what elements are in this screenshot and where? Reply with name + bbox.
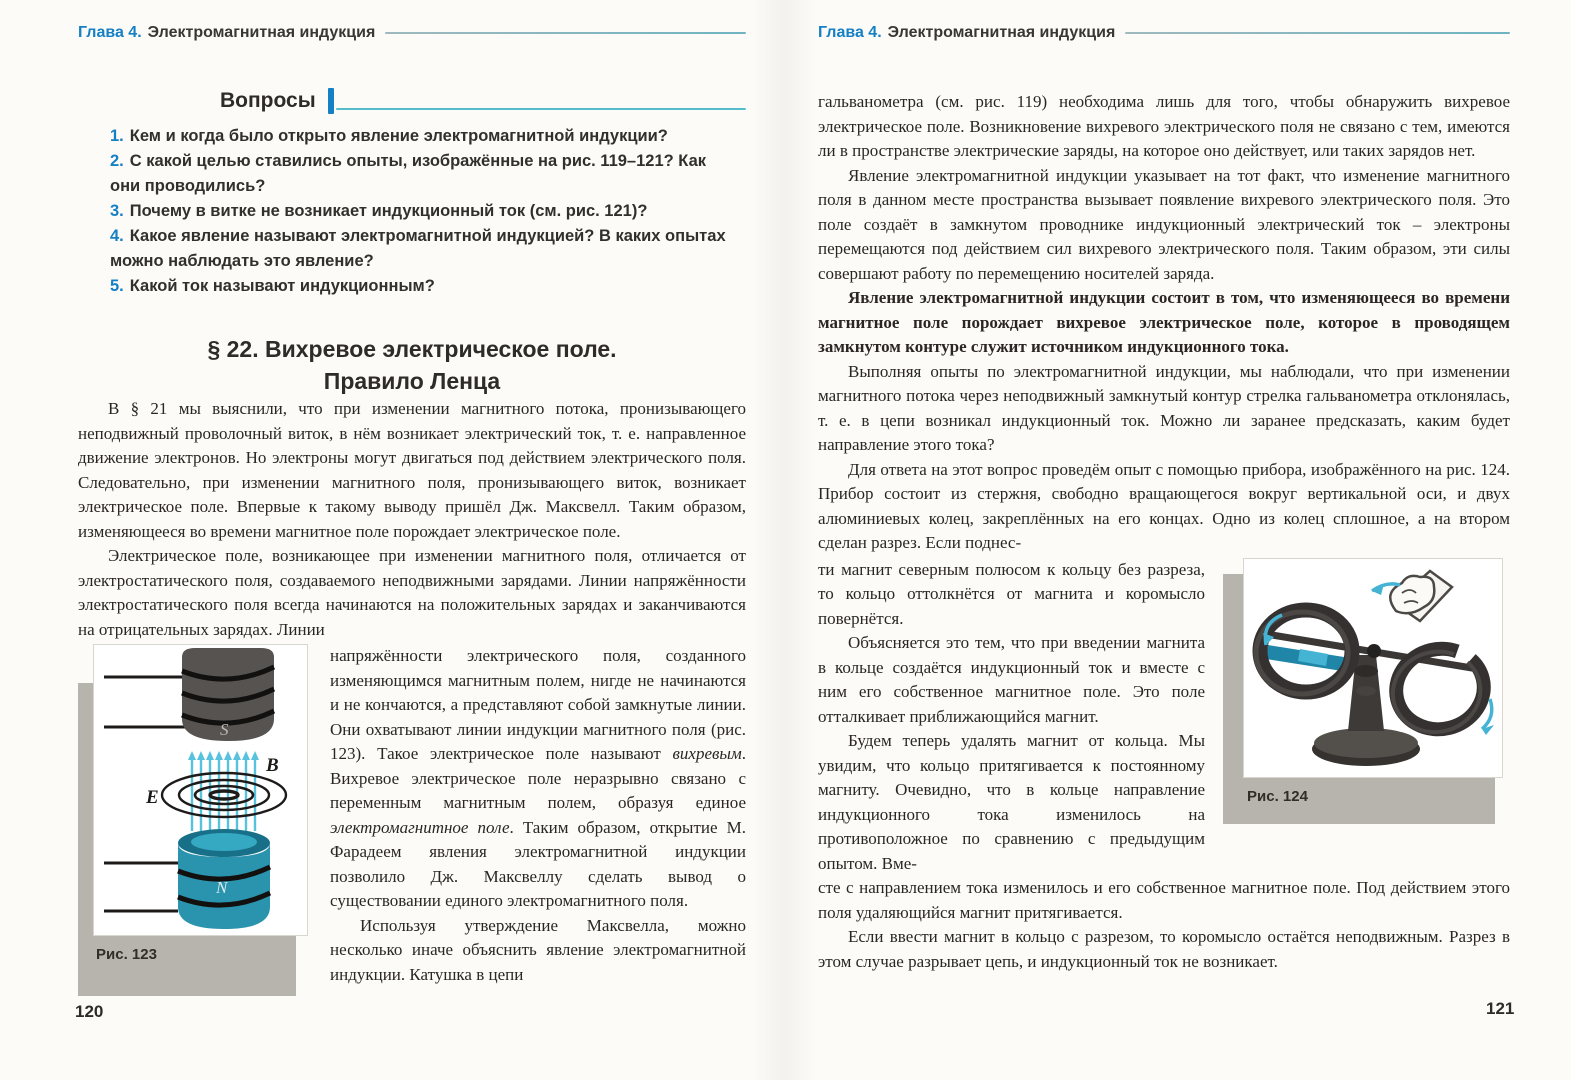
- paragraph: сте с направлением тока изменилось и его собственное магнитное поле. Под действием этого поля удаляющийся магнит притягивается.: [818, 878, 1510, 922]
- figure-124-column: [1223, 558, 1510, 877]
- book-gutter-shading: [752, 0, 816, 1080]
- figure-124-caption: Рис. 124: [1247, 787, 1308, 805]
- paragraph: Будем теперь удалять магнит от кольца. Мы увидим, что кольцо притягивается к постоянному магниту. Очевидно, что в кольце направление индукционного тока изменилось на противоположное по сравнению с предыдущим опытом. Вме-: [818, 731, 1205, 873]
- section-title-line2: Правило Ленца: [323, 368, 501, 394]
- vector-e-label: E⃗: [146, 787, 174, 808]
- right-running-header: [818, 22, 1510, 44]
- figure-124-panel: [1243, 558, 1503, 778]
- page-number-right: 121: [1486, 999, 1515, 1018]
- questions-heading-row: [78, 88, 746, 114]
- left-wrap-text-column: [330, 644, 746, 996]
- paragraph: Для ответа на этот вопрос проведём опыт с помощью прибора, изображённого на рис. 124. Прибор состоит из стержня, свободно вращающегося вокруг вертикальной оси, и двух алюминиевых колец, закреплённых на его концах. Одно из колец сплошное, а на втором сделан разрез. Если поднес-: [818, 459, 1510, 552]
- paragraph: Явление электромагнитной индукции указывает на тот факт, что изменение магнитного поля в данном месте пространства вызывает появление вихревого электрического поля. Это поле создаёт в замкнутом проводнике индукционный электрический ток – электроны перемещаются под действием сил вихревого электрического поля. Таким образом, эти силы совершают работу по перемещению носителей заряда.: [818, 165, 1510, 283]
- paragraph: Объясняется это тем, что при введении магнита в кольце создаётся индукционный ток и вместе с ним его собственное магнитное поле. Это поле отталкивает приближающийся магнит.: [818, 633, 1205, 726]
- chapter-number: Глава 4.: [78, 24, 142, 41]
- question-text: Какой ток называют индукционным?: [129, 277, 435, 295]
- right-wrap-region: [818, 558, 1510, 877]
- question-item: [110, 149, 740, 199]
- svg-text:S: S: [220, 720, 229, 739]
- question-number: 4.: [110, 227, 124, 245]
- text-run: . Вихревое электрическое поле неразрывно связано с переменным магнитным полем, образуя единое: [330, 744, 746, 812]
- question-item: [110, 124, 740, 149]
- paragraph: В § 21 мы выяснили, что при изменении магнитного потока, пронизывающего неподвижный проволочный виток, в нём возникает электрический ток, т. е. направленное движение электронов. Но электроны могут двигаться под действием электрического поля. Следовательно, при изменении магнитного поля, пронизывающего виток, возникает электрическое поле. Впервые к такому выводу пришёл Дж. Максвелл. Таким образом, изменяющееся во времени магнитное поле порождает электрическое поле.: [78, 399, 746, 541]
- left-body-text: [78, 397, 746, 996]
- figure-123: [78, 644, 312, 996]
- figure-123-caption: Рис. 123: [96, 946, 157, 963]
- questions-accent-bar: [328, 88, 334, 114]
- question-item: [110, 274, 740, 299]
- chapter-title: Электромагнитная индукция: [147, 24, 376, 41]
- figure-123-column: [78, 644, 330, 996]
- question-number: 1.: [110, 127, 124, 145]
- vector-b-label: B⃗: [266, 755, 294, 776]
- section-number: § 22.: [207, 336, 259, 362]
- paragraph: Если ввести магнит в кольцо с разрезом, то коромысло остаётся неподвижным. Разрез в этом случае разрывает цепь, и индукционный ток не возникает.: [818, 927, 1510, 971]
- text-run: напряжённости электрического поля, созданного изменяющимся магнитным полем, нигде не начинаются и не кончаются, а представляют собой замкнутые линии. Они охватывают линии индукции магнитного поля (рис. 123). Такое электрическое поле называют: [330, 646, 746, 763]
- left-wrap-region: [78, 644, 746, 996]
- question-number: 3.: [110, 202, 124, 220]
- header-rule: [1125, 32, 1510, 34]
- question-text: Какое явление называют электромагнитной индукцией? В каких опытах можно наблюдать это явление?: [110, 227, 726, 270]
- questions-heading: Вопросы: [220, 89, 316, 112]
- italic-term: электромагнитное поле: [330, 817, 510, 837]
- question-text: С какой целью ставились опыты, изображённые на рис. 119–121? Как они проводились?: [110, 152, 707, 195]
- paragraph: ти магнит северным полюсом к кольцу без разреза, то кольцо оттолкнётся от магнита и коромысло повернётся.: [818, 559, 1205, 628]
- page-left: [78, 22, 746, 996]
- right-wrap-text-column: [818, 558, 1205, 877]
- left-running-header: [78, 22, 746, 44]
- section-heading: [78, 333, 746, 397]
- rings-on-pivot-apparatus-illustration: [1244, 559, 1502, 777]
- figure-123-panel: [93, 644, 308, 936]
- question-text: Почему в витке не возникает индукционный ток (см. рис. 121)?: [129, 202, 648, 220]
- coils-field-lines-illustration: [94, 645, 307, 935]
- paragraph: гальванометра (см. рис. 119) необходима лишь для того, чтобы обнаружить вихревое электрическое поле. Возникновение вихревого электрического поля не связано с тем, имеются ли в пространстве электрические заряды, на которое оно действует, или таких зарядов нет.: [818, 92, 1510, 160]
- question-number: 5.: [110, 277, 124, 295]
- italic-term: вихревым: [672, 744, 742, 763]
- page-right: [818, 22, 1510, 974]
- section-title-line1: Вихревое электрическое поле.: [264, 336, 617, 362]
- figure-124: [1223, 558, 1510, 826]
- page-number-left: 120: [75, 1002, 104, 1021]
- questions-accent-line: [336, 108, 746, 110]
- paragraph: [330, 644, 746, 914]
- question-text: Кем и когда было открыто явление электромагнитной индукции?: [129, 127, 668, 145]
- question-item: [110, 224, 740, 274]
- paragraph: Электрическое поле, возникающее при изменении магнитного поля, отличается от электростатического поля, создаваемого неподвижными зарядами. Линии напряжённости электростатического поля всегда начинаются на положительных зарядах и заканчиваются на отрицательных зарядах. Линии: [78, 546, 746, 639]
- question-number: 2.: [110, 152, 124, 170]
- key-statement-paragraph: Явление электромагнитной индукции состоит в том, что изменяющееся во времени магнитное поле порождает вихревое электрическое поле, которое в проводящем замкнутом контуре служит источником индукционного тока.: [818, 288, 1510, 356]
- header-rule: [385, 32, 746, 34]
- text-run: . Таким образом, открытие М. Фарадеем явления электромагнитной индукции позволило Дж. Максвеллу сделать вывод о существовании единого электромагнитного поля.: [330, 817, 746, 910]
- svg-text:N: N: [216, 878, 228, 897]
- chapter-title: Электромагнитная индукция: [887, 24, 1116, 41]
- questions-list: [78, 124, 746, 299]
- paragraph: Используя утверждение Максвелла, можно несколько иначе объяснить явление электромагнитной индукции. Катушка в цепи: [330, 915, 746, 984]
- chapter-number: Глава 4.: [818, 24, 882, 41]
- paragraph: Выполняя опыты по электромагнитной индукции, мы наблюдали, что при изменении магнитного потока через неподвижный замкнутый контур стрелка гальванометра отклонялась, т. е. в цепи возникал индукционный ток. Можно ли заранее предсказать, каким будет направление этого тока?: [818, 361, 1510, 454]
- question-item: [110, 199, 740, 224]
- right-body-text: [818, 90, 1510, 974]
